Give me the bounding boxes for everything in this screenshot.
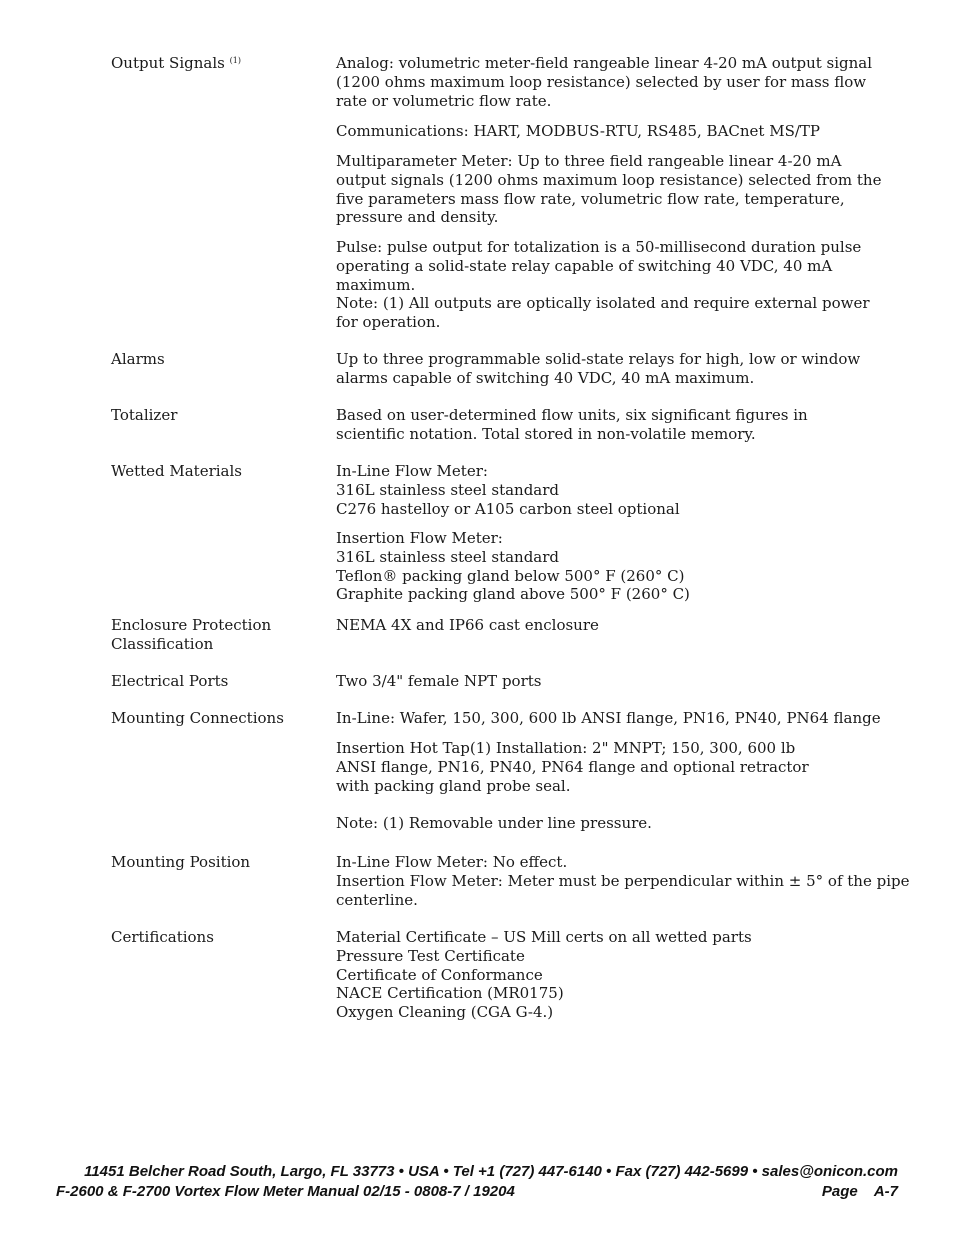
wetted-line: 316L stainless steel standard: [336, 547, 560, 566]
position-line: centerline.: [336, 890, 418, 909]
mounting-note-text: Note: (1) Removable under line pressure.: [336, 814, 652, 832]
certifications-label: Certifications: [111, 928, 214, 946]
totalizer-text: Based on user-determined flow units, six significant figures in scientific notation. Total stored in non-volatile memory.: [336, 406, 808, 443]
position-line: In-Line Flow Meter: No effect.: [336, 853, 568, 871]
output-signals-label: Output Signals $^{(1)}$: [111, 54, 241, 72]
output-communications-text: Communications: HART, MODBUS-RTU, RS485, BACnet MS/TP: [336, 122, 820, 140]
mounting-line: with packing gland probe seal.: [336, 776, 571, 795]
output-pulse-text: Pulse: pulse output for totalization is a 50-millisecond duration pulse operating a solid-state relay capable of switching 40 VDC, 40 mA maximum.: [336, 238, 862, 294]
mounting-insertion-block: [336, 739, 896, 795]
wetted-inline-block: [336, 462, 896, 518]
mounting-line: Insertion Hot Tap(1) Installation: 2" MNPT; 150, 300, 600 lb: [336, 739, 796, 757]
footnote-marker: (1): [229, 56, 241, 65]
alarms-text: Up to three programmable solid-state relays for high, low or window alarms capable of switching 40 VDC, 40 mA maximum.: [336, 350, 861, 387]
totalizer-label: Totalizer: [111, 406, 178, 424]
cert-line: Material Certificate – US Mill certs on all wetted parts: [336, 928, 752, 946]
wetted-line: C276 hastelloy or A105 carbon steel optional: [336, 499, 680, 518]
wetted-line: Insertion Flow Meter:: [336, 529, 503, 547]
mounting-inline-text: In-Line: Wafer, 150, 300, 600 lb ANSI flange, PN16, PN40, PN64 flange: [336, 709, 881, 727]
electrical-ports-label: Electrical Ports: [111, 672, 229, 690]
cert-line: Pressure Test Certificate: [336, 946, 525, 965]
wetted-line: Graphite packing gland above 500° F (260° C): [336, 585, 690, 604]
enclosure-label: Enclosure Protection Classification: [111, 616, 272, 653]
output-analog-text: Analog: volumetric meter-field rangeable linear 4-20 mA output signal (1200 ohms maximum loop resistance) selected by user for mass flow rate or volumetric flow rate.: [336, 54, 873, 110]
footer-address: 11451 Belcher Road South, Largo, FL 33773 • USA • Tel +1 (727) 447-6140 • Fax (727) 442-5699 • sales@onicon.com: [84, 1163, 898, 1180]
cert-line: NACE Certification (MR0175): [336, 984, 564, 1003]
electrical-ports-text: Two 3/4" female NPT ports: [336, 672, 542, 690]
position-line: Insertion Flow Meter: Meter must be perpendicular within ± 5° of the pipe: [336, 871, 910, 890]
mounting-line: ANSI flange, PN16, PN40, PN64 flange and optional retractor: [336, 757, 809, 776]
wetted-materials-label: Wetted Materials: [111, 462, 242, 480]
wetted-line: In-Line Flow Meter:: [336, 462, 488, 480]
enclosure-text: NEMA 4X and IP66 cast enclosure: [336, 616, 599, 634]
wetted-line: 316L stainless steel standard: [336, 480, 560, 499]
footer-page-number: Page A-7: [821, 1183, 898, 1200]
output-note-text: Note: (1) All outputs are optically isolated and require external power for operation.: [336, 294, 870, 331]
alarms-label: Alarms: [111, 350, 165, 368]
cert-line: Certificate of Conformance: [336, 965, 543, 984]
footer-manual-title: F-2600 & F-2700 Vortex Flow Meter Manual 02/15 - 0808-7 / 19204: [56, 1183, 515, 1200]
mounting-position-block: [336, 853, 910, 909]
wetted-insertion-block: [336, 529, 896, 604]
certifications-block: [336, 928, 896, 1022]
cert-line: Oxygen Cleaning (CGA G-4.): [336, 1003, 554, 1022]
mounting-position-label: Mounting Position: [111, 853, 251, 871]
output-multiparameter-text: Multiparameter Meter: Up to three field rangeable linear 4-20 mA output signals (1200 ohms maximum loop resistance) selected from the five parameters mass flow rate, volumetric flow rate, temperature, pressure and density.: [336, 152, 882, 227]
mounting-connections-label: Mounting Connections: [111, 709, 284, 727]
wetted-line: Teflon® packing gland below 500° F (260° C): [336, 566, 685, 585]
